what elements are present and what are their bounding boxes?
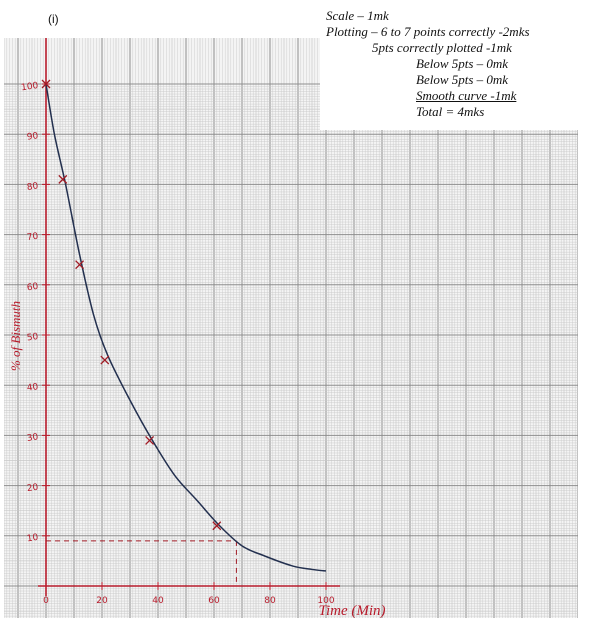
y-tick-label: 60: [26, 281, 39, 294]
y-tick-label: 30: [26, 432, 39, 444]
x-axis-label: Time (Min): [318, 603, 386, 619]
y-tick-label: 100: [20, 81, 39, 94]
marking-note: Below 5pts – 0mk: [416, 72, 509, 87]
x-tick-label: 100: [317, 596, 335, 606]
part-label: (i): [48, 12, 59, 26]
marking-note: Below 5pts – 0mk: [416, 56, 509, 71]
x-tick-label: 40: [152, 596, 164, 606]
marking-note: Plotting – 6 to 7 points correctly -2mks: [326, 24, 530, 39]
marking-note: Total = 4mks: [416, 104, 485, 119]
y-tick-label: 80: [26, 181, 39, 193]
y-tick-label: 70: [26, 231, 39, 244]
x-tick-label: 60: [208, 596, 220, 606]
x-tick-label: 0: [43, 596, 49, 606]
y-tick-label: 10: [26, 532, 39, 545]
y-tick-label: 90: [26, 131, 39, 143]
y-tick-label: 50: [26, 332, 39, 344]
y-tick-label: 20: [26, 482, 39, 495]
marking-note: Smooth curve -1mk: [416, 88, 517, 103]
y-tick-label: 40: [26, 382, 39, 394]
marking-note: Scale – 1mk: [326, 8, 389, 23]
x-tick-label: 20: [96, 596, 108, 606]
x-tick-label: 80: [264, 596, 276, 606]
y-axis-label: % of Bismuth: [8, 300, 23, 372]
marking-note: 5pts correctly plotted -1mk: [372, 40, 512, 55]
